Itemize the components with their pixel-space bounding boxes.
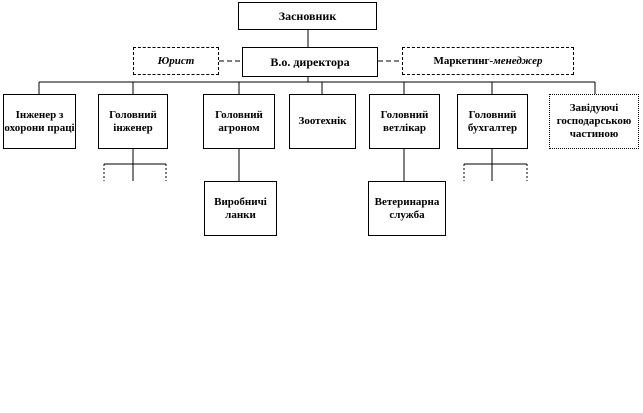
lawyer-label: Юрист	[157, 54, 195, 67]
zootechnician-box	[289, 94, 356, 149]
chief-accountant-label: Головний бухгалтер	[467, 108, 518, 134]
chief-agronomist-box	[203, 94, 275, 149]
chief-engineer-label: Головний інженер	[109, 108, 157, 134]
vet-service-label: Ветеринарна служба	[374, 195, 440, 221]
lawyer-box	[133, 47, 219, 75]
safety-engineer-label: Інженер з охорони праці	[4, 108, 75, 134]
founder-label: Засновник	[278, 8, 337, 23]
safety-engineer-box	[3, 94, 76, 149]
household-head-label: Завідуючі господарською частиною	[556, 102, 632, 140]
director-label: В.о. директора	[270, 54, 350, 69]
marketing-suffix: менеджер	[493, 54, 543, 67]
production-units-label: Виробничі ланки	[214, 195, 267, 221]
production-units-box	[204, 181, 277, 236]
chief-veterinarian-label: Головний ветлікар	[380, 108, 429, 134]
household-head-box	[549, 94, 639, 149]
marketing-label	[434, 55, 543, 68]
founder-box	[238, 2, 377, 30]
marketing-prefix: Маркетинг-	[433, 54, 494, 67]
chief-accountant-box	[457, 94, 528, 149]
marketing-manager-box	[402, 47, 574, 75]
chief-veterinarian-box	[369, 94, 440, 149]
chief-agronomist-label: Головний агроном	[215, 108, 263, 134]
director-box	[242, 47, 378, 77]
chief-engineer-box	[98, 94, 168, 149]
vet-service-box	[368, 181, 446, 236]
zootechnician-label: Зоотехнік	[298, 115, 347, 127]
